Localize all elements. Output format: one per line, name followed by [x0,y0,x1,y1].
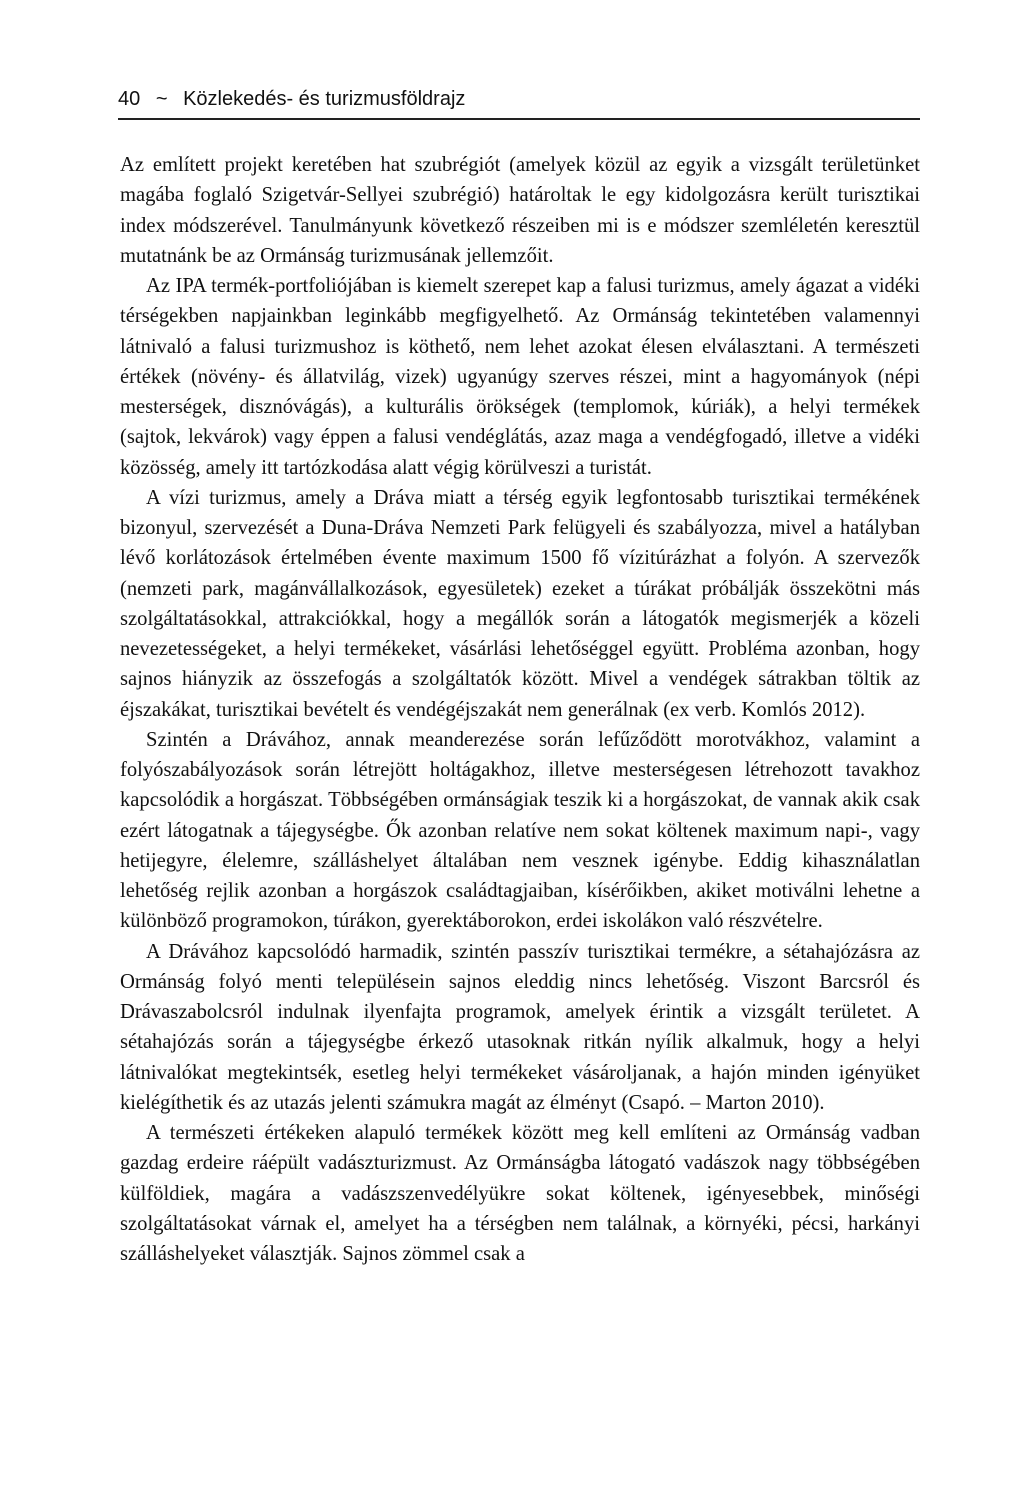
running-header [118,84,920,120]
paragraph-6: A természeti értékeken alapuló termékek között meg kell említeni az Ormánság vadban gazdag erdeire ráépült vadászturizmust. Az Ormánságba látogató vadászok nagy többségében külföldiek, magára a vadászszenvedélyükre sokat költenek, igényesebbek, minőségi szolgáltatásokat várnak el, amelyet ha a térségben nem találnak, a környéki, pécsi, harkányi szálláshelyeket választják. Sajnos zömmel csak a [120,1122,920,1265]
header-separator: ~ [155,88,168,110]
paragraph-2: Az IPA termék-portfoliójában is kiemelt szerepet kap a falusi turizmus, amely ágazat a vidéki térségekben napjainkban leginkább megfigyelhető. Az Ormánság tekintetében valamennyi látnivaló a falusi turizmushoz is köthető, nem lehet azokat élesen elválasztani. A természeti értékek (növény- és állatvilág, vizek) ugyanúgy szerves részei, mint a hagyományok (népi mesterségek, disznóvágás), a kulturális örökségek (templomok, kúriák), a helyi termékek (sajtok, lekvárok) vagy éppen a falusi vendéglátás, azaz maga a vendégfogadó, illetve a vidéki közösség, amely itt tartózkodása alatt végig körülveszi a turistát. [120,275,920,479]
paragraph-1: Az említett projekt keretében hat szubrégiót (amelyek közül az egyik a vizsgált területünket magába foglaló Szigetvár-Sellyei szubrégió) határoltak le egy kidolgozásra került turisztikai index módszerével. Tanulmányunk következő részeiben mi is e módszer szemléletén keresztül mutatnánk be az Ormánság turizmusának jellemzőit. [120,154,920,267]
paragraph-5: A Drávához kapcsolódó harmadik, szintén passzív turisztikai termékre, a sétahajózásra az Ormánság folyó menti településein sajnos eleddig nincs lehetőség. Viszont Barcsról és Drávaszabolcsról indulnak ilyenfajta programok, amelyek érintik a vizsgált területet. A sétahajózás során a tájegységbe érkező utasoknak ritkán nyílik alkalmuk, hogy a helyi látnivalókat megtekintsék, esetleg helyi termékeket vásároljanak, a hajón minden igényüket kielégíthetik és az utazás jelenti számukra magát az élményt (Csapó. – Marton 2010). [120,940,920,1114]
paragraph-3: A vízi turizmus, amely a Dráva miatt a térség egyik legfontosabb turisztikai termékének bizonyul, szervezését a Duna-Dráva Nemzeti Park felügyeli és szabályozza, mivel a hatályban lévő korlátozások értelmében évente maximum 1500 fő vízitúrázhat a folyón. A szervezők (nemzeti park, magánvállalkozások, egyesületek) ezeket a túrákat próbálják összekötni más szolgáltatásokkal, attrakciókkal, hogy a megállók során a látogatók megismerjék a közeli nevezetességeket, a helyi termékeket, vásárlási lehetőséggel együtt. Probléma azonban, hogy sajnos hiányzik az összefogás a szolgáltatók között. Mivel a vendégek sátrakban töltik az éjszakákat, turisztikai bevételt és vendégéjszakát nem generálnak (ex verb. Komlós 2012). [120,486,920,721]
body-text [120,150,920,1269]
paragraph-4: Szintén a Drávához, annak meanderezése során lefűződött morotvákhoz, valamint a folyószabályozások során létrejött holtágakhoz, illetve mesterségesen létrehozott tavakhoz kapcsolódik a horgászat. Többségében ormánságiak teszik ki a horgászokat, de vannak akik csak ezért látogatnak a tájegységbe. Ők azonban relatíve nem sokat költenek maximum napi-, vagy hetijegyre, élelemre, szálláshelyet általában nem vesznek igénybe. Eddig kihasználatlan lehetőség rejlik azonban a horgászok családtagjaiban, kísérőikben, akiket motiválni lehetne a különböző programokon, túrákon, gyerektáborokon, erdei iskolákon való részvételre. [120,728,920,933]
page-number: 40 [118,88,141,110]
chapter-title: Közlekedés- és turizmusföldrajz [183,88,466,110]
